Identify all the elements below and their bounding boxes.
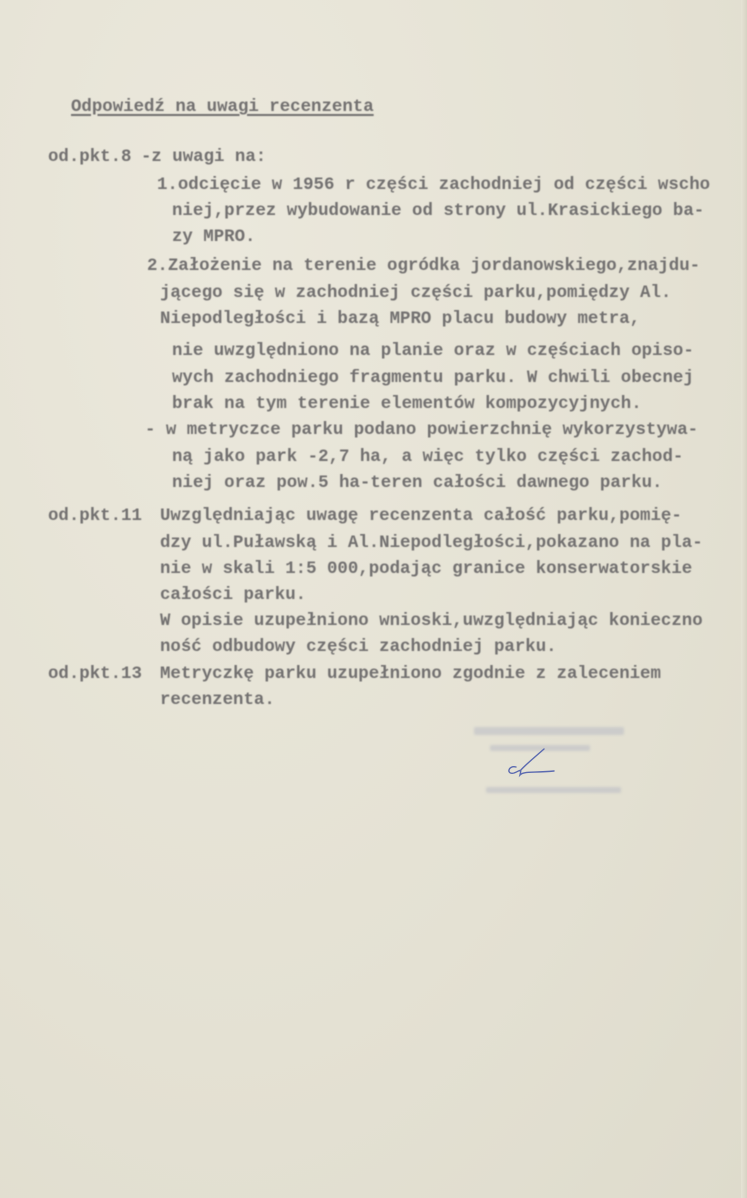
text-line: - w metryczce parku podano powierzchnię wykorzystywa-	[145, 421, 699, 440]
text-line: jącego się w zachodniej części parku,pomiędzy Al.	[160, 284, 672, 303]
text-line: dzy ul.Puławską i Al.Niepodległości,pokazano na pla-	[160, 534, 703, 553]
signature	[500, 745, 560, 780]
text-line: niej oraz pow.5 ha-teren całości dawnego parku.	[172, 474, 663, 493]
text-line: ność odbudowy części zachodniej parku.	[160, 638, 557, 657]
text-line: całości parku.	[160, 586, 307, 605]
text-line: 2.Założenie na terenie ogródka jordanowskiego,znajdu-	[147, 257, 701, 276]
text-line: 1.odcięcie w 1956 r części zachodniej od części wscho	[157, 176, 711, 195]
text-line: Metryczkę parku uzupełniono zgodnie z zaleceniem	[160, 665, 661, 684]
document-title: Odpowiedź na uwagi recenzenta	[71, 98, 374, 117]
text-line: recenzenta.	[160, 691, 275, 710]
text-line: Niepodległości i bazą MPRO placu budowy metra,	[160, 310, 641, 329]
text-line: nie uwzględniono na planie oraz w częściach opiso-	[172, 342, 694, 361]
text-line: wych zachodniego fragmentu parku. W chwili obecnej	[172, 369, 694, 388]
text-line: W opisie uzupełniono wnioski,uwzględniając konieczno	[160, 612, 703, 631]
page-edge	[741, 0, 747, 1198]
text-line: brak na tym terenie elementów kompozycyjnych.	[172, 395, 642, 414]
section-label: od.pkt.11	[48, 507, 142, 526]
text-line: Uwzględniając uwagę recenzenta całość parku,pomię-	[160, 507, 682, 526]
section-label: od.pkt.13	[48, 665, 142, 684]
text-line: niej,przez wybudowanie od strony ul.Krasickiego ba-	[172, 202, 705, 221]
section-label: od.pkt.8	[48, 148, 132, 167]
text-line: zy MPRO.	[172, 228, 256, 247]
text-line: nie w skali 1:5 000,podając granice konserwatorskie	[160, 560, 693, 579]
text-line: -z uwagi na:	[141, 148, 267, 167]
text-line: ną jako park -2,7 ha, a więc tylko części zachod-	[172, 448, 684, 467]
